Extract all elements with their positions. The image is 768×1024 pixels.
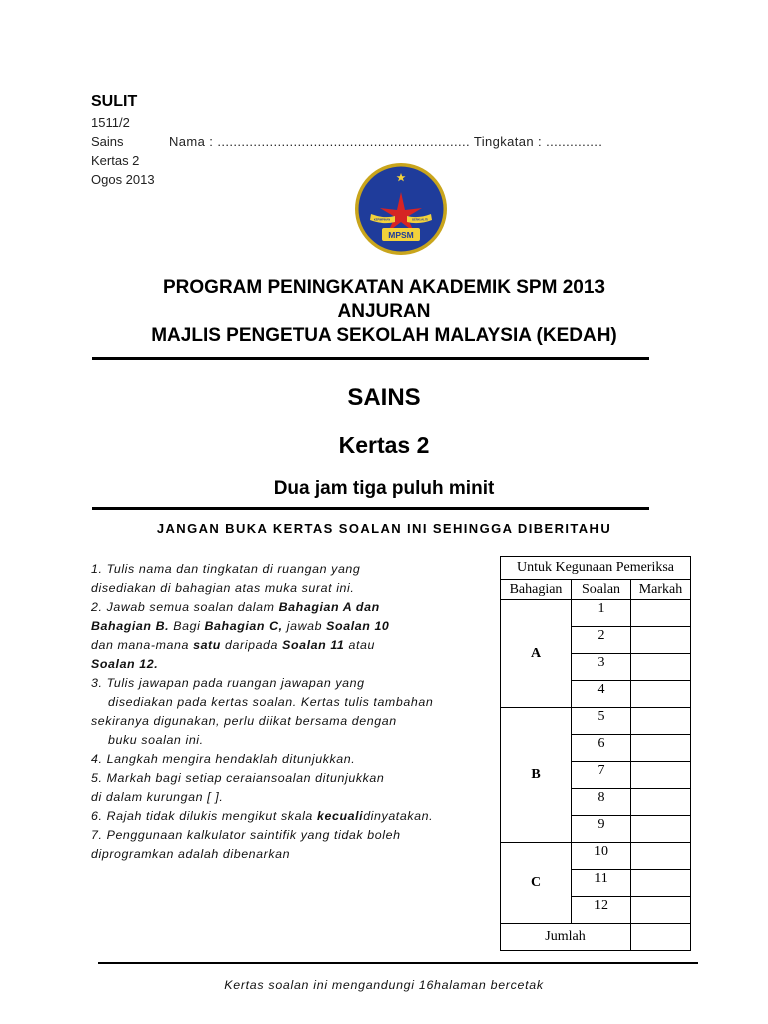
examiner-table-title: Untuk Kegunaan Pemeriksa — [501, 557, 691, 580]
mark-cell[interactable] — [631, 816, 691, 843]
examiner-marks-table — [500, 556, 691, 951]
classification-label: SULIT — [91, 93, 138, 110]
question-number: 6 — [572, 735, 631, 762]
subject-name-row — [91, 132, 602, 151]
logo-graphic — [354, 162, 448, 256]
section-a-label: A — [501, 600, 572, 708]
header-bahagian: Bahagian — [501, 580, 572, 600]
instruction-5: 5. Markah bagi setiap ceraiansoalan ditunjukkan — [91, 771, 385, 785]
program-title-line-2: ANJURAN — [337, 301, 431, 322]
page-count-note: Kertas soalan ini mengandungi 16halaman bercetak — [224, 978, 544, 992]
question-number: 5 — [572, 708, 631, 735]
paper-title: Kertas 2 — [338, 432, 430, 458]
instruction-3-cont: disediakan pada kertas soalan. Kertas tulis tambahan — [108, 695, 434, 709]
total-label: Jumlah — [501, 924, 631, 951]
instruction-2: 2. Jawab semua soalan dalam Bahagian A dan — [91, 600, 380, 614]
question-number: 3 — [572, 654, 631, 681]
mark-cell[interactable] — [631, 897, 691, 924]
instruction-1-cont: disediakan di bahagian atas muka surat ini. — [91, 581, 355, 595]
paper-code: 1511/2 — [91, 115, 130, 130]
paper-header — [91, 91, 602, 189]
total-mark-cell[interactable] — [631, 924, 691, 951]
instruction-3: 3. Tulis jawapan pada ruangan jawapan yang — [91, 676, 365, 690]
question-number: 10 — [572, 843, 631, 870]
mark-cell[interactable] — [631, 762, 691, 789]
do-not-open-warning: JANGAN BUKA KERTAS SOALAN INI SEHINGGA DIBERITAHU — [156, 521, 612, 536]
instructions-list — [91, 560, 491, 864]
program-title-line-1: PROGRAM PENINGKATAN AKADEMIK SPM 2013 — [163, 277, 605, 298]
question-number: 2 — [572, 627, 631, 654]
logo-ribbon-left: KEPIMPINAN — [373, 218, 391, 222]
exam-date: Ogos 2013 — [91, 172, 155, 187]
mark-cell[interactable] — [631, 600, 691, 627]
mark-cell[interactable] — [631, 654, 691, 681]
mpsm-crest-icon — [354, 162, 448, 256]
question-number: 11 — [572, 870, 631, 897]
section-b-label: B — [501, 708, 572, 843]
instruction-5-cont: di dalam kurungan [ ]. — [91, 790, 224, 804]
instruction-2-cont: Bahagian B. Bagi Bahagian C, jawab Soalan 10 — [91, 619, 390, 633]
instruction-4: 4. Langkah mengira hendaklah ditunjukkan. — [91, 752, 356, 766]
logo-text: MPSM — [388, 230, 414, 240]
mark-cell[interactable] — [631, 708, 691, 735]
mark-cell[interactable] — [631, 735, 691, 762]
mark-cell[interactable] — [631, 681, 691, 708]
mark-cell[interactable] — [631, 843, 691, 870]
question-number: 1 — [572, 600, 631, 627]
instruction-3-cont3: buku soalan ini. — [108, 733, 204, 747]
header-markah: Markah — [631, 580, 691, 600]
duration-divider — [92, 507, 649, 510]
logo-ribbon-right: BERKUALITI — [412, 218, 428, 222]
instruction-2-cont2: dan mana-mana satu daripada Soalan 11 atau — [91, 638, 375, 652]
subject-label: Sains — [91, 134, 124, 149]
question-number: 4 — [572, 681, 631, 708]
instruction-6: 6. Rajah tidak dilukis mengikut skala kecualidinyatakan. — [91, 809, 434, 823]
question-number: 8 — [572, 789, 631, 816]
section-c-label: C — [501, 843, 572, 924]
paper-number: Kertas 2 — [91, 153, 140, 168]
program-title-line-3: MAJLIS PENGETUA SEKOLAH MALAYSIA (KEDAH) — [151, 325, 617, 346]
instruction-2-cont3: Soalan 12. — [91, 657, 159, 671]
instruction-7: 7. Penggunaan kalkulator saintifik yang tidak boleh — [91, 828, 401, 842]
exam-duration: Dua jam tiga puluh minit — [273, 478, 495, 499]
mark-cell[interactable] — [631, 789, 691, 816]
question-number: 12 — [572, 897, 631, 924]
mark-cell[interactable] — [631, 870, 691, 897]
mark-cell[interactable] — [631, 627, 691, 654]
instruction-1: 1. Tulis nama dan tingkatan di ruangan yang — [91, 562, 361, 576]
subject-title: SAINS — [347, 384, 421, 411]
instruction-3-cont2: sekiranya digunakan, perlu diikat bersama dengan — [91, 714, 397, 728]
title-divider — [92, 357, 649, 360]
name-form-field: Nama : ............................................................... Tingkatan : .............. — [169, 134, 603, 149]
footer-divider — [98, 962, 698, 964]
question-number: 9 — [572, 816, 631, 843]
question-number: 7 — [572, 762, 631, 789]
instruction-7-cont: diprogramkan adalah dibenarkan — [91, 847, 291, 861]
header-soalan: Soalan — [572, 580, 631, 600]
program-title — [0, 276, 768, 348]
